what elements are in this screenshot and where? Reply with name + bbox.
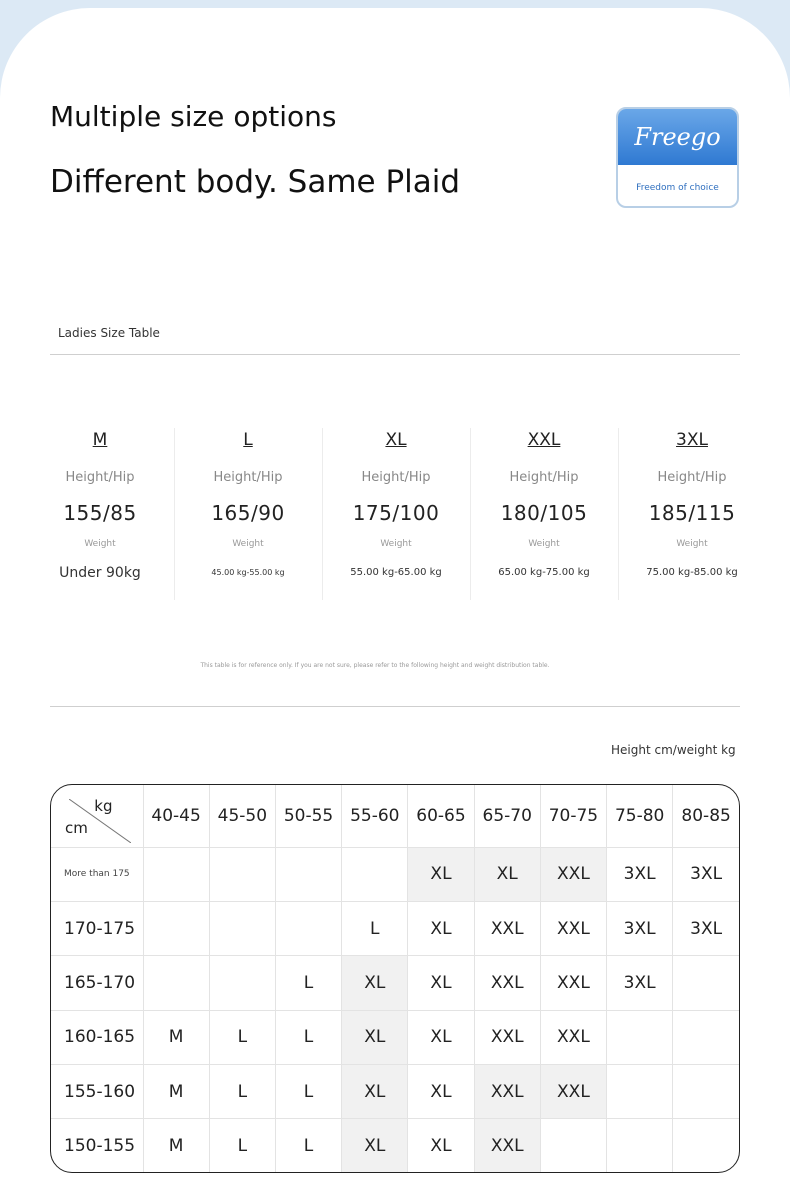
- weight-header: 60-65: [408, 785, 474, 847]
- weight-label: Weight: [232, 539, 264, 549]
- size-cell: XL: [408, 1119, 474, 1172]
- size-cell: L: [275, 956, 341, 1010]
- size-name: M: [92, 430, 108, 450]
- size-cell: XXL: [540, 901, 606, 955]
- size-cell: 3XL: [673, 901, 739, 955]
- size-cell: XL: [342, 1010, 408, 1064]
- size-cell: XL: [408, 847, 474, 901]
- table-row: [51, 901, 739, 955]
- table-row: [51, 1119, 739, 1172]
- height-hip-label: Height/Hip: [361, 470, 431, 485]
- size-name: L: [243, 430, 253, 450]
- size-cell: [143, 901, 209, 955]
- size-column-l: [174, 428, 322, 600]
- size-cell: XXL: [540, 1065, 606, 1119]
- size-cell: XXL: [474, 1119, 540, 1172]
- size-cell: XL: [408, 1065, 474, 1119]
- weight-label: Weight: [676, 539, 708, 549]
- size-column-xl: [322, 428, 470, 600]
- size-cell: 3XL: [607, 901, 673, 955]
- height-row-header: 165-170: [51, 956, 143, 1010]
- size-cell: [143, 956, 209, 1010]
- size-cell: [607, 1010, 673, 1064]
- size-cell: L: [209, 1119, 275, 1172]
- height-hip-label: Height/Hip: [657, 470, 727, 485]
- size-cell: XXL: [474, 901, 540, 955]
- size-cell: XXL: [540, 847, 606, 901]
- size-cell: XL: [474, 847, 540, 901]
- size-cell: M: [143, 1065, 209, 1119]
- size-cell: XL: [342, 1065, 408, 1119]
- size-cell: M: [143, 1119, 209, 1172]
- table-header-row: [51, 785, 739, 847]
- size-cell: L: [209, 1010, 275, 1064]
- size-column-xxl: [470, 428, 618, 600]
- size-cell: L: [342, 901, 408, 955]
- size-cell: [342, 847, 408, 901]
- size-column-3xl: [618, 428, 766, 600]
- size-cell: [673, 1010, 739, 1064]
- size-cell: [607, 1065, 673, 1119]
- size-cell: XL: [342, 956, 408, 1010]
- weight-value: 65.00 kg-75.00 kg: [498, 567, 590, 578]
- logo-tagline: Freedom of choice: [636, 182, 719, 193]
- size-cell: L: [209, 1065, 275, 1119]
- height-hip-value: 165/90: [211, 501, 285, 525]
- size-cell: [540, 1119, 606, 1172]
- size-cell: 3XL: [607, 956, 673, 1010]
- size-cell: [143, 847, 209, 901]
- size-cell: [673, 956, 739, 1010]
- weight-header: 40-45: [143, 785, 209, 847]
- page-title: Multiple size options: [50, 100, 337, 133]
- reference-note: This table is for reference only. If you are not sure, please refer to the following height and weight distribution table.: [200, 662, 550, 669]
- weight-value: 45.00 kg-55.00 kg: [211, 568, 285, 577]
- divider: [50, 706, 740, 707]
- size-columns: [26, 428, 766, 600]
- table-row: [51, 956, 739, 1010]
- height-hip-value: 180/105: [500, 501, 588, 525]
- size-cell: 3XL: [607, 847, 673, 901]
- logo-wordmark: Freego: [618, 109, 737, 165]
- size-cell: XL: [408, 1010, 474, 1064]
- height-row-header: 155-160: [51, 1065, 143, 1119]
- size-cell: L: [275, 1119, 341, 1172]
- weight-header: 75-80: [607, 785, 673, 847]
- size-cell: [209, 901, 275, 955]
- weight-header: 70-75: [540, 785, 606, 847]
- corner-kg-label: kg: [94, 797, 113, 815]
- weight-label: Weight: [84, 539, 116, 549]
- size-cell: [209, 956, 275, 1010]
- size-cell: XXL: [540, 1010, 606, 1064]
- weight-header: 80-85: [673, 785, 739, 847]
- weight-label: Weight: [380, 539, 412, 549]
- size-column-m: [26, 428, 174, 600]
- size-cell: XL: [408, 956, 474, 1010]
- page-sheet: [0, 8, 790, 1188]
- size-name: 3XL: [676, 430, 708, 450]
- height-hip-label: Height/Hip: [509, 470, 579, 485]
- size-cell: [209, 847, 275, 901]
- size-cell: [673, 1119, 739, 1172]
- height-weight-table: [50, 784, 740, 1173]
- size-cell: XL: [342, 1119, 408, 1172]
- weight-value: 75.00 kg-85.00 kg: [646, 567, 738, 578]
- unit-label: Height cm/weight kg: [611, 743, 736, 757]
- table-row: [51, 1010, 739, 1064]
- size-cell: M: [143, 1010, 209, 1064]
- height-hip-value: 185/115: [648, 501, 736, 525]
- height-hip-label: Height/Hip: [65, 470, 135, 485]
- table-row: [51, 1065, 739, 1119]
- size-cell: L: [275, 1010, 341, 1064]
- height-row-header: 160-165: [51, 1010, 143, 1064]
- size-name: XXL: [527, 430, 561, 450]
- weight-header: 45-50: [209, 785, 275, 847]
- height-hip-label: Height/Hip: [213, 470, 283, 485]
- table-corner-cell: [51, 785, 143, 847]
- weight-value: Under 90kg: [59, 565, 141, 581]
- size-cell: [673, 1065, 739, 1119]
- weight-header: 65-70: [474, 785, 540, 847]
- size-cell: [607, 1119, 673, 1172]
- size-cell: [275, 847, 341, 901]
- weight-header: 55-60: [342, 785, 408, 847]
- corner-cm-label: cm: [65, 818, 88, 837]
- size-cell: L: [275, 1065, 341, 1119]
- height-hip-value: 155/85: [63, 501, 137, 525]
- size-cell: 3XL: [673, 847, 739, 901]
- divider: [50, 354, 740, 355]
- size-cell: XL: [408, 901, 474, 955]
- size-table-label: Ladies Size Table: [58, 326, 160, 340]
- weight-header: 50-55: [275, 785, 341, 847]
- page-subtitle: Different body. Same Plaid: [50, 164, 461, 200]
- table-row: [51, 847, 739, 901]
- size-cell: [275, 901, 341, 955]
- brand-logo: [616, 107, 739, 208]
- size-cell: XXL: [474, 956, 540, 1010]
- size-name: XL: [385, 430, 407, 450]
- weight-label: Weight: [528, 539, 560, 549]
- height-row-header: 170-175: [51, 901, 143, 955]
- weight-value: 55.00 kg-65.00 kg: [350, 567, 442, 578]
- size-cell: XXL: [540, 956, 606, 1010]
- height-hip-value: 175/100: [352, 501, 440, 525]
- size-cell: XXL: [474, 1065, 540, 1119]
- height-row-header: More than 175: [51, 847, 143, 901]
- height-row-header: 150-155: [51, 1119, 143, 1172]
- size-cell: XXL: [474, 1010, 540, 1064]
